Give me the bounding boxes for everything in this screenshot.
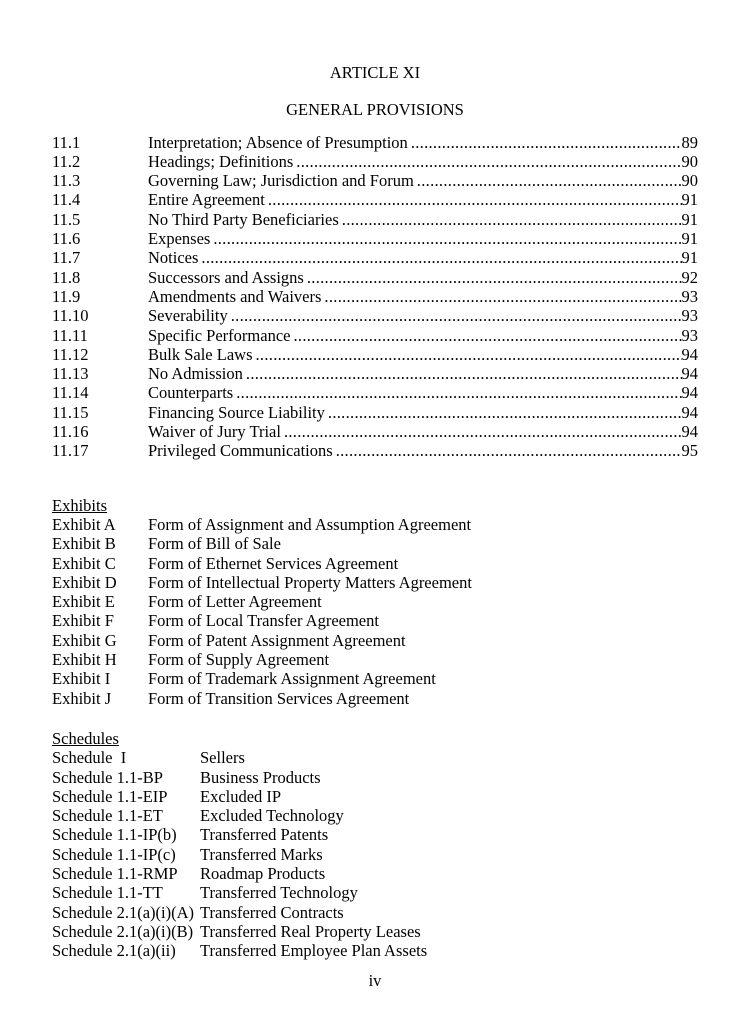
exhibit-label: Exhibit C — [52, 553, 116, 573]
toc-entry-title: No Third Party Beneficiaries — [148, 209, 339, 229]
toc-section-number: 11.1 — [52, 132, 81, 152]
exhibit-label: Exhibit D — [52, 572, 117, 592]
toc-entry — [52, 383, 698, 402]
toc-entry-title: Successors and Assigns — [148, 267, 304, 287]
schedule-label: Schedule 1.1-TT — [52, 883, 163, 903]
exhibit-row — [52, 534, 698, 553]
toc-entry — [52, 229, 698, 248]
toc-page-number: 95 — [681, 441, 698, 461]
exhibit-row — [52, 554, 698, 573]
schedule-title: Excluded IP — [200, 786, 282, 806]
table-of-contents — [52, 133, 698, 461]
toc-entry-title: Notices — [148, 248, 199, 268]
schedule-row — [52, 845, 698, 864]
toc-section-number: 11.12 — [52, 344, 89, 364]
toc-section-number: 11.7 — [52, 248, 81, 268]
toc-section-number: 11.4 — [52, 190, 81, 210]
dot-leader — [417, 171, 682, 190]
toc-section-number: 11.3 — [52, 171, 81, 191]
toc-page-number: 94 — [681, 422, 698, 442]
exhibit-title: Form of Letter Agreement — [148, 592, 322, 612]
exhibit-row — [52, 669, 698, 688]
toc-section-number: 11.6 — [52, 229, 81, 249]
dot-leader — [268, 190, 682, 209]
dot-leader — [307, 268, 682, 287]
toc-section-number: 11.5 — [52, 209, 81, 229]
schedule-label: Schedule 1.1-ET — [52, 806, 163, 826]
schedule-row — [52, 806, 698, 825]
toc-entry-title: Amendments and Waivers — [148, 286, 322, 306]
toc-entry-title: Waiver of Jury Trial — [148, 422, 281, 442]
schedule-label: Schedule 2.1(a)(ii) — [52, 941, 176, 961]
schedule-title: Transferred Contracts — [200, 902, 344, 922]
schedule-row — [52, 787, 698, 806]
schedule-row — [52, 883, 698, 902]
schedule-row — [52, 768, 698, 787]
toc-section-number: 11.11 — [52, 325, 88, 345]
toc-entry — [52, 210, 698, 229]
exhibit-title: Form of Bill of Sale — [148, 534, 281, 554]
schedule-title: Transferred Real Property Leases — [200, 921, 421, 941]
toc-section-number: 11.15 — [52, 402, 89, 422]
toc-entry-title: Counterparts — [148, 383, 234, 403]
toc-entry-title: Severability — [148, 306, 228, 326]
dot-leader — [201, 248, 681, 267]
toc-page-number: 89 — [681, 132, 698, 152]
dot-leader — [296, 152, 681, 171]
exhibit-title: Form of Ethernet Services Agreement — [148, 553, 399, 573]
schedules-section — [52, 729, 698, 961]
toc-page-number: 93 — [681, 286, 698, 306]
toc-entry-title: Specific Performance — [148, 325, 291, 345]
exhibit-title: Form of Patent Assignment Agreement — [148, 630, 406, 650]
exhibit-title: Form of Supply Agreement — [148, 650, 330, 670]
schedule-label: Schedule 2.1(a)(i)(B) — [52, 921, 194, 941]
toc-entry — [52, 403, 698, 422]
exhibit-row — [52, 515, 698, 534]
toc-entry-title: Expenses — [148, 229, 211, 249]
toc-entry — [52, 422, 698, 441]
toc-section-number: 11.2 — [52, 151, 81, 171]
toc-entry — [52, 326, 698, 345]
toc-section-number: 11.13 — [52, 364, 89, 384]
toc-entry — [52, 345, 698, 364]
toc-entry-title: Entire Agreement — [148, 190, 265, 210]
footer-page-number: iv — [368, 971, 382, 991]
exhibit-label: Exhibit A — [52, 514, 116, 534]
exhibit-label: Exhibit B — [52, 534, 116, 554]
exhibit-label: Exhibit I — [52, 669, 111, 689]
exhibit-row — [52, 631, 698, 650]
article-heading: ARTICLE XI — [329, 63, 421, 82]
exhibits-heading: Exhibits — [52, 495, 108, 515]
toc-entry — [52, 441, 698, 460]
schedule-label: Schedule 1.1-BP — [52, 767, 163, 787]
toc-entry-title: Governing Law; Jurisdiction and Forum — [148, 171, 414, 191]
toc-page-number: 94 — [681, 344, 698, 364]
dot-leader — [336, 441, 682, 460]
toc-entry — [52, 171, 698, 190]
exhibit-title: Form of Assignment and Assumption Agreement — [148, 514, 472, 534]
dot-leader — [324, 287, 681, 306]
toc-entry-title: No Admission — [148, 364, 243, 384]
exhibit-row — [52, 573, 698, 592]
schedules-heading: Schedules — [52, 728, 119, 748]
schedule-title: Roadmap Products — [200, 863, 326, 883]
toc-entry — [52, 190, 698, 209]
toc-entry — [52, 248, 698, 267]
toc-page-number: 91 — [681, 190, 698, 210]
exhibit-row — [52, 592, 698, 611]
schedule-row — [52, 903, 698, 922]
toc-entry — [52, 306, 698, 325]
exhibit-label: Exhibit G — [52, 630, 117, 650]
dot-leader — [231, 306, 682, 325]
dot-leader — [256, 345, 682, 364]
schedule-row — [52, 941, 698, 960]
dot-leader — [213, 229, 681, 248]
toc-section-number: 11.16 — [52, 422, 89, 442]
dot-leader — [284, 422, 682, 441]
toc-entry-title: Bulk Sale Laws — [148, 344, 253, 364]
schedule-title: Transferred Technology — [200, 883, 358, 903]
toc-page-number: 94 — [681, 364, 698, 384]
dot-leader — [236, 383, 681, 402]
exhibit-row — [52, 650, 698, 669]
schedule-title: Transferred Marks — [200, 844, 323, 864]
schedule-title: Sellers — [200, 748, 245, 768]
toc-entry-title: Privileged Communications — [148, 441, 333, 461]
exhibit-title: Form of Trademark Assignment Agreement — [148, 669, 436, 689]
exhibit-title: Form of Transition Services Agreement — [148, 688, 410, 708]
schedule-label: Schedule 1.1-EIP — [52, 786, 168, 806]
schedule-row — [52, 825, 698, 844]
toc-page-number: 92 — [681, 267, 698, 287]
exhibit-row — [52, 689, 698, 708]
schedule-row — [52, 748, 698, 767]
toc-page-number: 94 — [681, 402, 698, 422]
toc-section-number: 11.14 — [52, 383, 89, 403]
dot-leader — [328, 403, 682, 422]
schedule-label: Schedule 1.1-IP(c) — [52, 844, 176, 864]
exhibit-title: Form of Local Transfer Agreement — [148, 611, 379, 631]
section-heading: GENERAL PROVISIONS — [286, 100, 464, 120]
schedule-title: Transferred Employee Plan Assets — [200, 941, 428, 961]
toc-entry — [52, 152, 698, 171]
toc-page-number: 91 — [681, 209, 698, 229]
exhibit-label: Exhibit E — [52, 592, 115, 612]
schedule-row — [52, 864, 698, 883]
schedule-label: Schedule 1.1-RMP — [52, 863, 178, 883]
toc-section-number: 11.17 — [52, 441, 89, 461]
toc-page-number: 91 — [681, 229, 698, 249]
schedule-label: Schedule I — [52, 748, 127, 768]
toc-section-number: 11.8 — [52, 267, 81, 287]
toc-page-number: 91 — [681, 248, 698, 268]
toc-page-number: 93 — [681, 325, 698, 345]
dot-leader — [342, 210, 682, 229]
exhibit-label: Exhibit F — [52, 611, 114, 631]
exhibit-row — [52, 611, 698, 630]
toc-entry — [52, 287, 698, 306]
toc-entry-title: Financing Source Liability — [148, 402, 325, 422]
exhibit-label: Exhibit J — [52, 688, 112, 708]
toc-section-number: 11.10 — [52, 306, 89, 326]
schedule-title: Transferred Patents — [200, 825, 329, 845]
toc-page-number: 93 — [681, 306, 698, 326]
schedule-row — [52, 922, 698, 941]
toc-entry — [52, 268, 698, 287]
dot-leader — [246, 364, 682, 383]
toc-page-number: 94 — [681, 383, 698, 403]
toc-page-number: 90 — [681, 171, 698, 191]
exhibit-title: Form of Intellectual Property Matters Agreement — [148, 572, 472, 592]
schedule-title: Business Products — [200, 767, 321, 787]
toc-entry-title: Interpretation; Absence of Presumption — [148, 132, 408, 152]
schedule-label: Schedule 2.1(a)(i)(A) — [52, 902, 195, 922]
exhibit-label: Exhibit H — [52, 650, 117, 670]
dot-leader — [293, 326, 681, 345]
exhibits-section — [52, 496, 698, 708]
toc-entry-title: Headings; Definitions — [148, 151, 294, 171]
dot-leader — [411, 133, 682, 152]
schedule-label: Schedule 1.1-IP(b) — [52, 825, 177, 845]
toc-page-number: 90 — [681, 151, 698, 171]
toc-entry — [52, 133, 698, 152]
toc-section-number: 11.9 — [52, 286, 81, 306]
schedule-title: Excluded Technology — [200, 806, 344, 826]
toc-entry — [52, 364, 698, 383]
